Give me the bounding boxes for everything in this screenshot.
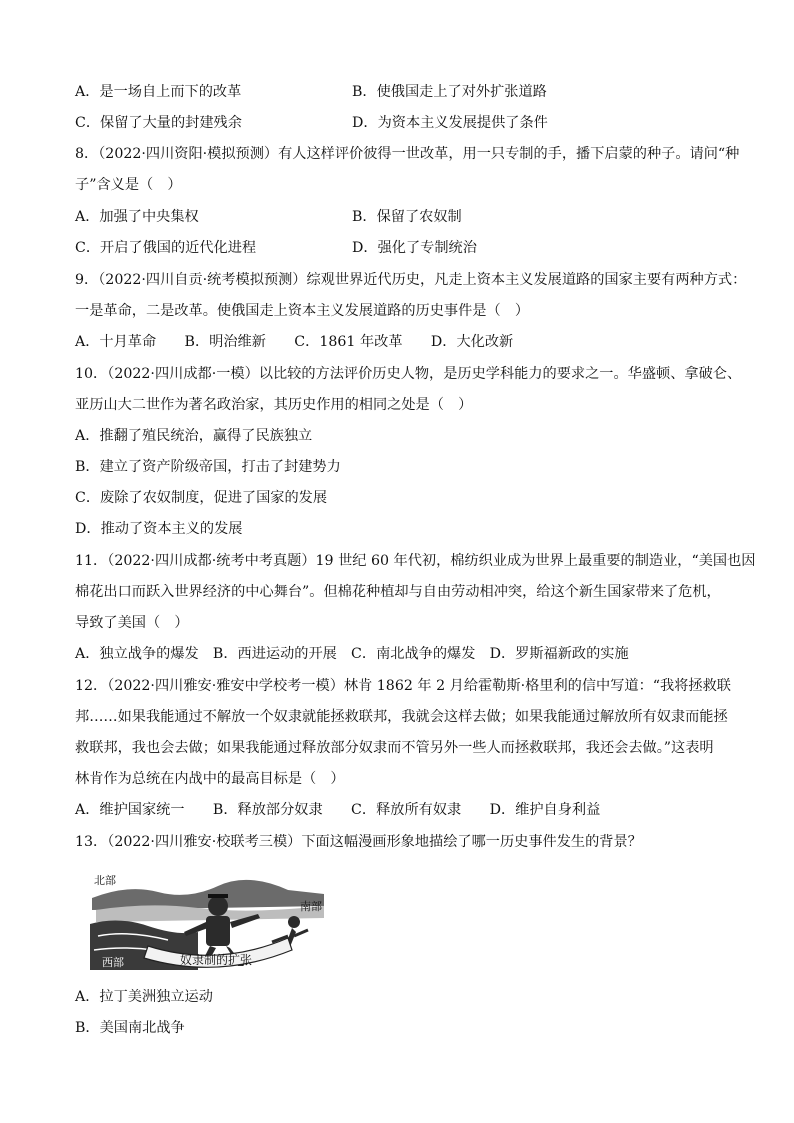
- q8-option-d[interactable]: D．强化了专制统治: [352, 240, 477, 256]
- cartoon-label-west: 西部: [102, 956, 124, 969]
- q8-stem-line-1: 8．（2022·四川资阳·模拟预测）有人这样评价彼得一世改革，用一只专制的手，播下启蒙的种子。请问“种: [75, 146, 740, 162]
- q7-option-b[interactable]: B．使俄国走上了对外扩张道路: [352, 84, 547, 100]
- q13-option-a[interactable]: A．拉丁美洲独立运动: [75, 989, 213, 1005]
- q12-stem-line-3: 救联邦，我也会去做；如果我能通过释放部分奴隶而不管另外一些人而拯救联邦，我还会去做。”这表明: [75, 740, 714, 756]
- q12-stem-line-1: 12．（2022·四川雅安·雅安中学校考一模）林肯 1862 年 2 月给霍勒斯·格里利的信中写道：“我将拯救联: [75, 678, 731, 694]
- q8-option-c[interactable]: C．开启了俄国的近代化进程: [75, 240, 257, 256]
- q12-stem-line-2: 邦……如果我能通过不解放一个奴隶就能拯救联邦，我就会这样去做；如果我能通过解放所有奴隶而能拯: [75, 709, 728, 725]
- cartoon-label-south: 南部: [300, 900, 322, 913]
- q10-option-b[interactable]: B．建立了资产阶级帝国，打击了封建势力: [75, 459, 341, 475]
- q10-option-c[interactable]: C．废除了农奴制度，促进了国家的发展: [75, 490, 328, 506]
- q10-stem-line-1: 10．（2022·四川成都·一模）以比较的方法评价历史人物，是历史学科能力的要求之一。华盛顿、拿破仑、: [75, 366, 742, 382]
- q13-stem-line-1: 13．（2022·四川雅安·校联考三模）下面这幅漫画形象地描绘了哪一历史事件发生的背景？: [75, 834, 642, 850]
- q9-options[interactable]: A．十月革命 B．明治维新 C．1861 年改革 D．大化改新: [75, 334, 514, 350]
- q12-stem-line-4: 林肯作为总统在内战中的最高目标是（ ）: [75, 771, 345, 787]
- q11-stem-line-2: 棉花出口而跃入世界经济的中心舞台”。但棉花种植却与自由劳动相冲突，给这个新生国家带来了危机，: [75, 584, 721, 600]
- q12-options[interactable]: A．维护国家统一 B．释放部分奴隶 C．释放所有奴隶 D．维护自身利益: [75, 802, 601, 818]
- q10-stem-line-2: 亚历山大二世作为著名政治家，其历史作用的相同之处是（ ）: [75, 397, 473, 413]
- slavery-expansion-cartoon: [88, 866, 328, 974]
- q10-option-a[interactable]: A．推翻了殖民统治，赢得了民族独立: [75, 428, 313, 444]
- q7-option-c[interactable]: C．保留了大量的封建残余: [75, 115, 242, 131]
- q11-stem-line-1: 11．（2022·四川成都·统考中考真题）19 世纪 60 年代初，棉纺织业成为世界上最重要的制造业，“美国也因: [75, 553, 756, 569]
- q9-stem-line-1: 9．（2022·四川自贡·统考模拟预测）综观世界近代历史，凡走上资本主义发展道路的国家主要有两种方式：: [75, 272, 747, 288]
- cartoon-banner-text: 奴隶制的扩张: [180, 953, 253, 967]
- q7-option-a[interactable]: A．是一场自上而下的改革: [75, 84, 242, 100]
- q8-stem-line-2: 子”含义是（ ）: [75, 177, 182, 193]
- q13-option-b[interactable]: B．美国南北战争: [75, 1020, 185, 1036]
- q8-option-b[interactable]: B．保留了农奴制: [352, 209, 462, 225]
- q10-option-d[interactable]: D．推动了资本主义的发展: [75, 521, 243, 537]
- q8-option-a[interactable]: A．加强了中央集权: [75, 209, 199, 225]
- q9-stem-line-2: 一是革命，二是改革。使俄国走上资本主义发展道路的历史事件是（ ）: [75, 303, 530, 319]
- cartoon-label-north: 北部: [94, 874, 116, 887]
- q7-option-d[interactable]: D．为资本主义发展提供了条件: [352, 115, 548, 131]
- q11-options[interactable]: A．独立战争的爆发 B．西进运动的开展 C．南北战争的爆发 D．罗斯福新政的实施: [75, 646, 629, 662]
- q11-stem-line-3: 导致了美国（ ）: [75, 615, 189, 631]
